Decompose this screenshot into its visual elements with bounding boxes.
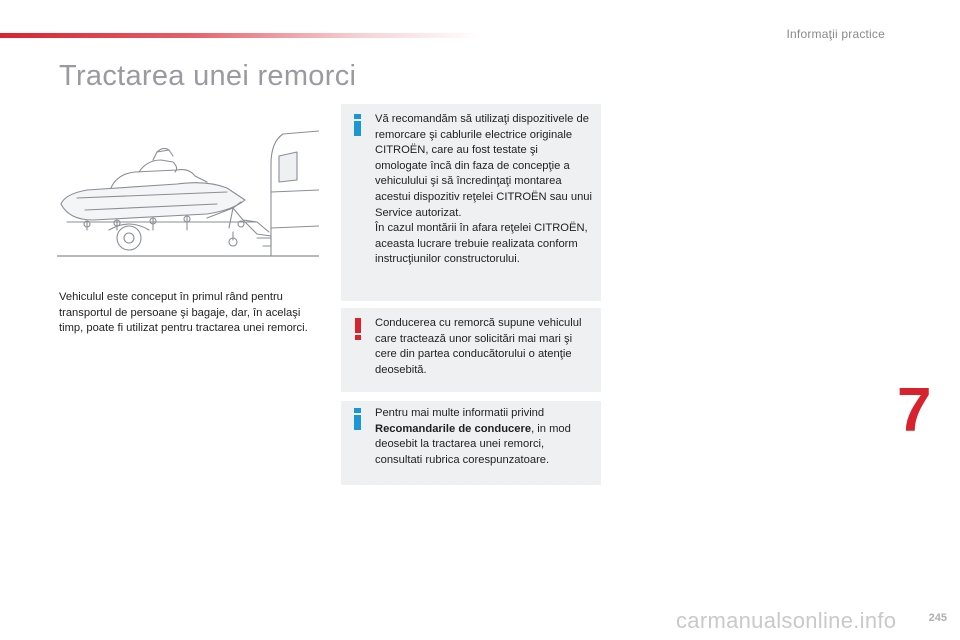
- trailer-illustration: [57, 128, 319, 260]
- warning-icon: [350, 317, 366, 341]
- header-accent-bar: [0, 33, 480, 38]
- info-icon: [350, 113, 366, 137]
- info-icon: [350, 407, 366, 431]
- more-info-box: [341, 401, 601, 485]
- section-name: Informaţii practice: [786, 27, 885, 41]
- watermark: carmanualsonline.info: [676, 608, 897, 633]
- recommendation-box: [341, 104, 601, 301]
- warning-text: Conducerea cu remorcă supune vehiculul care tractează unor solicitări mai mari şi cere din partea conducătorului o atenţie deosebită.: [375, 317, 582, 376]
- recommendation-text-2: În cazul montării în afara reţelei CITROËN, aceasta lucrare trebuie realizata conform instrucţiunilor constructorului.: [375, 222, 588, 266]
- more-info-text: [375, 406, 593, 468]
- more-info-text-before: Pentru mai multe informatii privind: [375, 407, 545, 419]
- intro-paragraph: Vehiculul este conceput în primul rând pentru transportul de persoane şi bagaje, dar, în acelaşi timp, poate fi utilizat pentru tractarea unei remorci.: [59, 291, 308, 335]
- page-title: Tractarea unei remorci: [59, 60, 357, 92]
- driving-recommendations-link-text: Recomandarile de conducere: [375, 422, 532, 435]
- page-number: 245: [928, 612, 947, 624]
- more-info-text-after: , in mod deosebit la tractarea unei remorci, consultati rubrica corespunzatoare.: [375, 422, 571, 466]
- chapter-number: 7: [897, 376, 932, 445]
- recommendation-text: Vă recomandăm să utilizaţi dispozitivele de remorcare şi cablurile electrice originale CITROËN, care au fost testate şi omologate încă din faza de concepţie a vehiculului şi să încredinţaţi montarea acestui dispozitiv reţelei CITROËN sau unui Service autorizat.: [375, 113, 593, 219]
- warning-box: [341, 308, 601, 392]
